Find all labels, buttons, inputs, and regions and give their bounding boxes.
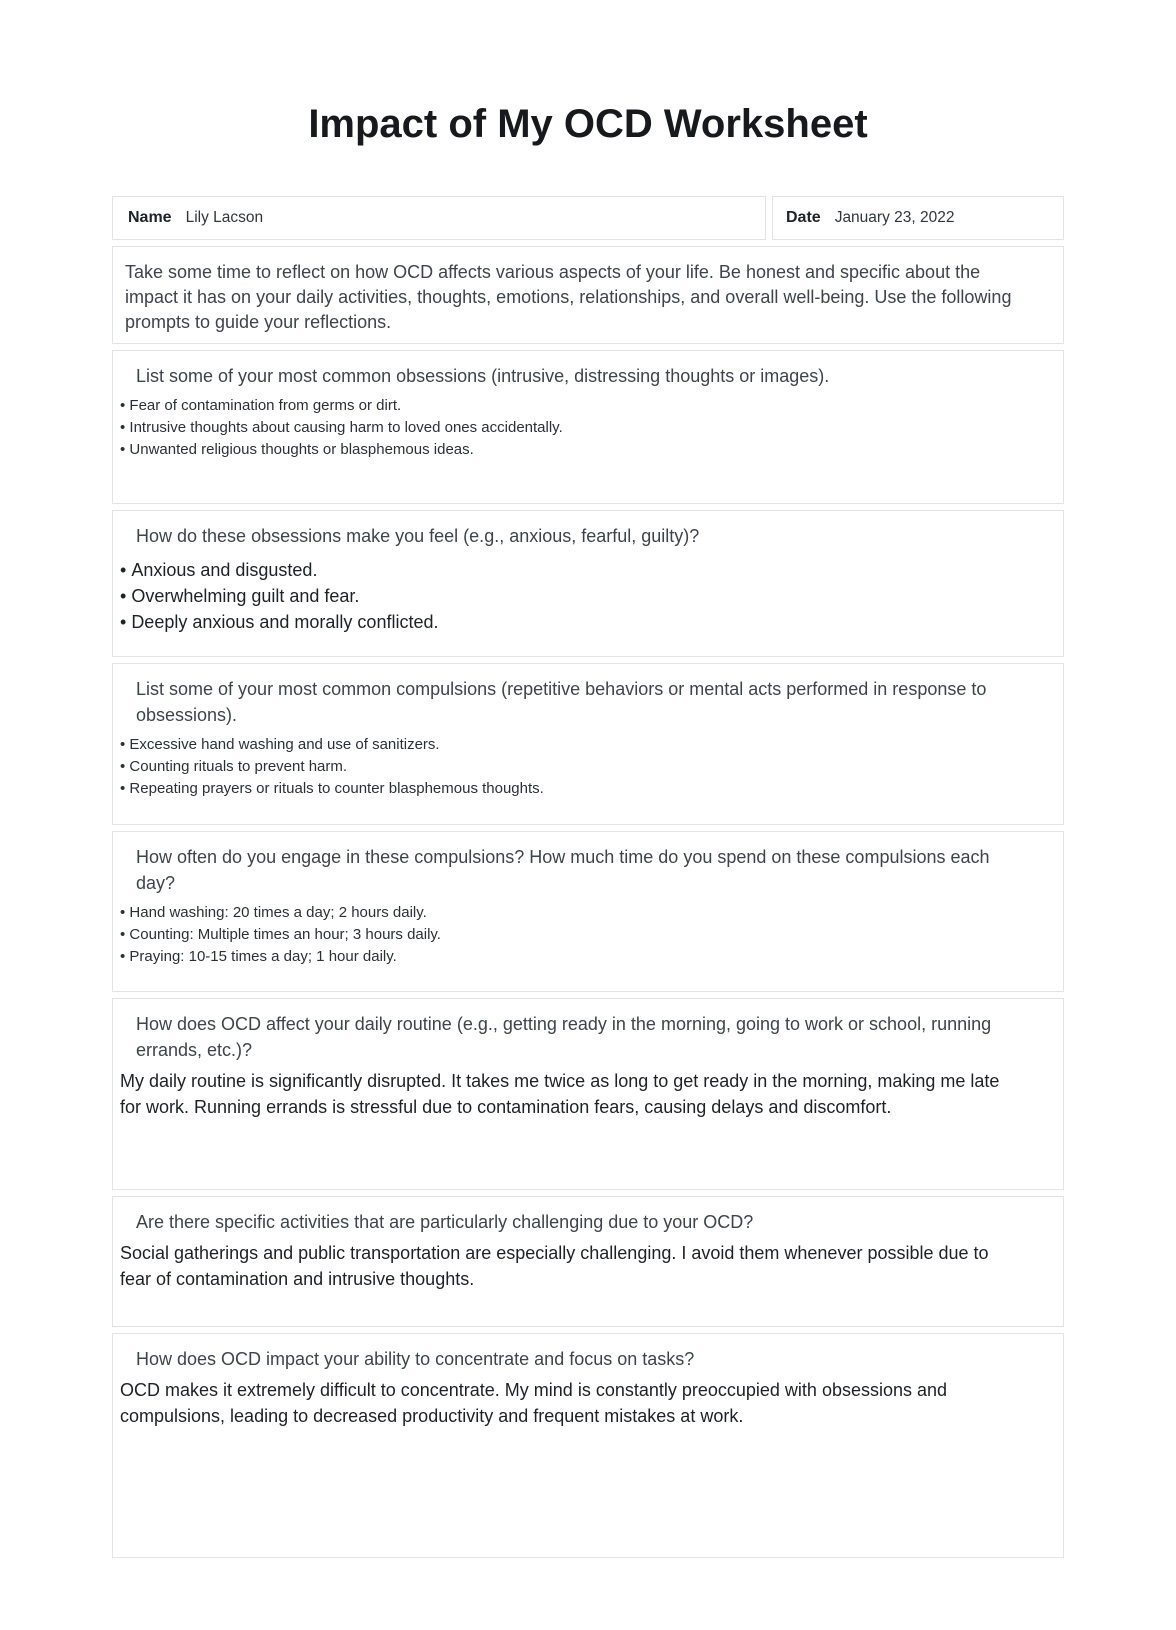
section-compulsions	[112, 663, 1064, 825]
bullet-item: • Excessive hand washing and use of sanitizers.	[120, 734, 1045, 756]
page-title: Impact of My OCD Worksheet	[308, 102, 868, 146]
bullet-item: • Overwhelming guilt and fear.	[120, 583, 1045, 609]
bullet-list	[120, 395, 1045, 461]
bullet-item: • Counting: Multiple times an hour; 3 hours daily.	[120, 924, 1045, 946]
bullet-item: • Hand washing: 20 times a day; 2 hours daily.	[120, 902, 1045, 924]
section-challenging-activities	[112, 1196, 1064, 1327]
name-label: Name	[128, 209, 172, 226]
section-feelings	[112, 510, 1064, 657]
section-question: Are there specific activities that are particularly challenging due to your OCD?	[136, 1212, 754, 1232]
section-concentration	[112, 1333, 1064, 1558]
name-field	[112, 196, 766, 240]
section-question: How does OCD affect your daily routine (e.g., getting ready in the morning, going to work or school, running errands, etc.)?	[136, 1014, 992, 1060]
section-obsessions	[112, 350, 1064, 504]
bullet-list	[120, 557, 1045, 635]
bullet-item: • Counting rituals to prevent harm.	[120, 756, 1045, 778]
bullet-item: • Anxious and disgusted.	[120, 557, 1045, 583]
bullet-list	[120, 902, 1045, 968]
section-question: How often do you engage in these compulsions? How much time do you spend on these compulsions each day?	[136, 847, 990, 893]
name-date-row	[112, 196, 1064, 240]
section-question: List some of your most common compulsions (repetitive behaviors or mental acts performed in response to obsessions).	[136, 679, 987, 725]
date-field	[772, 196, 1064, 240]
section-question: How does OCD impact your ability to concentrate and focus on tasks?	[136, 1349, 695, 1369]
bullet-item: • Repeating prayers or rituals to counter blasphemous thoughts.	[120, 778, 1045, 800]
bullet-item: • Praying: 10-15 times a day; 1 hour daily.	[120, 946, 1045, 968]
section-daily-routine	[112, 998, 1064, 1190]
section-answer: My daily routine is significantly disrupted. It takes me twice as long to get ready in the morning, making me late for work. Running errands is stressful due to contamination fears, causing delays and discomfort.	[120, 1071, 1000, 1117]
name-value: Lily Lacson	[185, 209, 264, 226]
instructions-cell	[112, 246, 1064, 344]
section-answer: Social gatherings and public transportation are especially challenging. I avoid them whenever possible due to fear of contamination and intrusive thoughts.	[120, 1243, 989, 1289]
section-question: How do these obsessions make you feel (e.g., anxious, fearful, guilty)?	[136, 526, 700, 546]
date-label: Date	[786, 209, 821, 226]
section-question: List some of your most common obsessions (intrusive, distressing thoughts or images).	[136, 366, 830, 386]
instructions-text: Take some time to reflect on how OCD affects various aspects of your life. Be honest and specific about the impact it has on your daily activities, thoughts, emotions, relationships, and overall well-being. Use the following prompts to guide your reflections.	[125, 262, 1012, 332]
bullet-item: • Deeply anxious and morally conflicted.	[120, 609, 1045, 635]
date-value: January 23, 2022	[834, 209, 955, 226]
section-answer: OCD makes it extremely difficult to concentrate. My mind is constantly preoccupied with obsessions and compulsions, leading to decreased productivity and frequent mistakes at work.	[120, 1380, 948, 1426]
bullet-item: • Intrusive thoughts about causing harm to loved ones accidentally.	[120, 417, 1045, 439]
worksheet-table	[112, 196, 1064, 1558]
section-compulsion-frequency	[112, 831, 1064, 992]
bullet-item: • Unwanted religious thoughts or blasphemous ideas.	[120, 439, 1045, 461]
bullet-list	[120, 734, 1045, 800]
bullet-item: • Fear of contamination from germs or dirt.	[120, 395, 1045, 417]
